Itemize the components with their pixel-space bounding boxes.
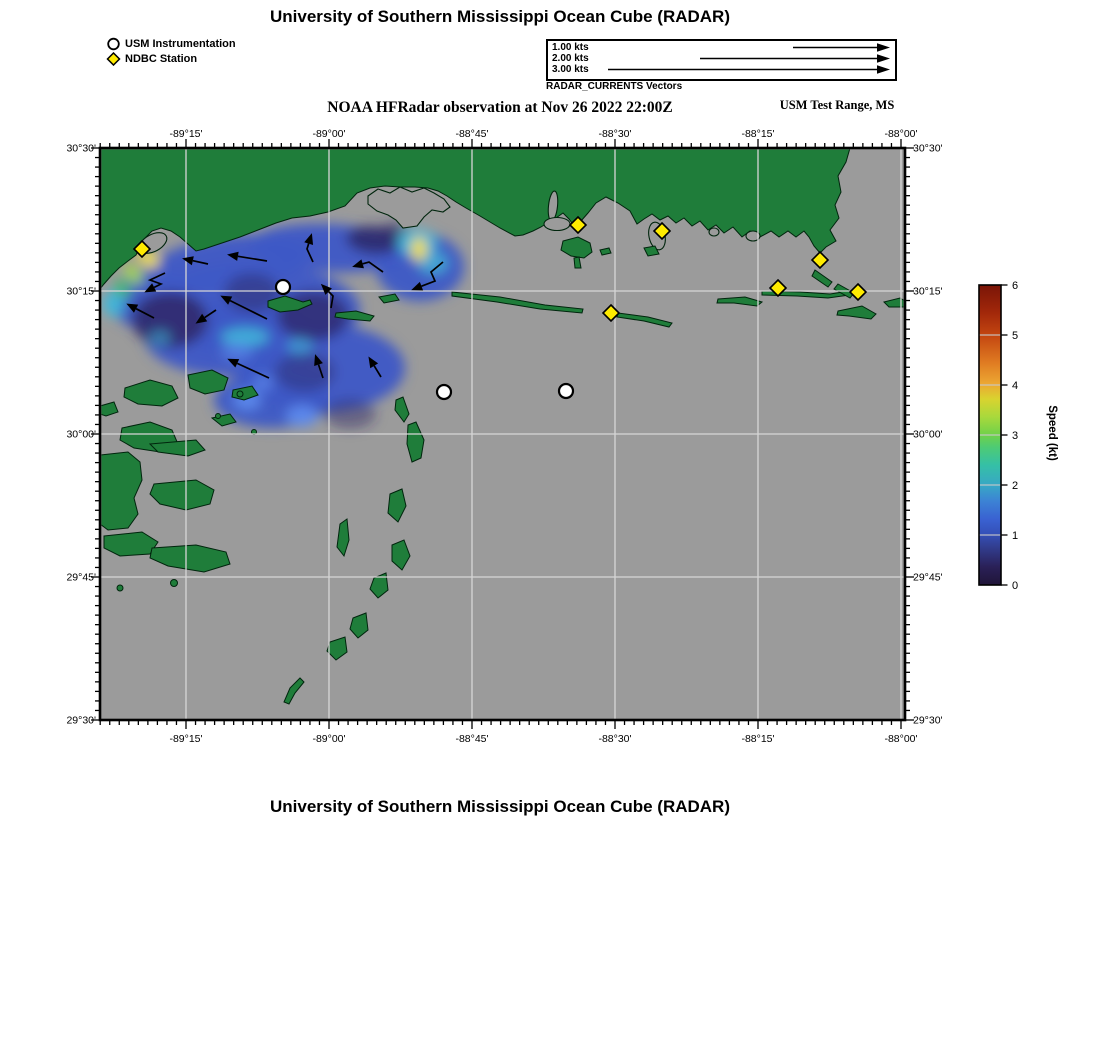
speed-blob bbox=[324, 399, 376, 429]
y-tick-label-left: 30°30' bbox=[66, 142, 96, 155]
y-tick-label-left: 30°15' bbox=[66, 285, 96, 298]
y-tick-label-right: 30°30' bbox=[913, 142, 943, 155]
y-tick-label-left: 30°00' bbox=[66, 428, 96, 441]
y-tick-label-left: 29°45' bbox=[66, 571, 96, 584]
figure-title-top: University of Southern Mississippi Ocean Cube (RADAR) bbox=[269, 7, 730, 26]
speed-blob bbox=[287, 338, 313, 354]
speed-blob bbox=[253, 375, 273, 391]
vector-scale-caption: RADAR_CURRENTS Vectors bbox=[546, 81, 683, 92]
usm-station-marker bbox=[276, 280, 290, 294]
x-tick-label-top: -88°45' bbox=[455, 128, 489, 140]
y-tick-label-left: 29°30' bbox=[66, 714, 96, 727]
speed-blob bbox=[221, 328, 269, 346]
colorbar-tick-label: 4 bbox=[1012, 380, 1019, 392]
scale-arrow-head bbox=[877, 43, 890, 51]
speed-blob bbox=[221, 343, 253, 361]
scale-arrow-head bbox=[877, 65, 890, 73]
region-label: USM Test Range, MS bbox=[779, 98, 895, 112]
colorbar-tick-label: 2 bbox=[1012, 480, 1019, 492]
vector-scale-arrows bbox=[608, 43, 890, 73]
speed-blob bbox=[149, 330, 171, 346]
colorbar-tick-label: 5 bbox=[1012, 330, 1019, 342]
x-tick-label-bottom: -88°30' bbox=[598, 733, 632, 745]
speed-blob bbox=[286, 405, 318, 427]
colorbar bbox=[979, 280, 1058, 592]
usm-station-marker bbox=[437, 385, 451, 399]
x-tick-label-bottom: -89°00' bbox=[312, 733, 346, 745]
y-tick-label-right: 29°45' bbox=[913, 571, 943, 584]
colorbar-tick-label: 6 bbox=[1012, 280, 1019, 292]
observation-subtitle: NOAA HFRadar observation at Nov 26 2022 22:00Z bbox=[327, 99, 673, 116]
vector-scale-label-3: 3.00 kts bbox=[552, 64, 589, 75]
legend-label-ndbc: NDBC Station bbox=[125, 53, 198, 65]
colorbar-tick-label: 3 bbox=[1012, 430, 1019, 442]
vector-scale-label-2: 2.00 kts bbox=[552, 53, 589, 64]
x-tick-label-bottom: -89°15' bbox=[169, 733, 203, 745]
y-tick-label-right: 30°15' bbox=[913, 285, 943, 298]
speed-blob bbox=[411, 237, 427, 261]
colorbar-tick-label: 0 bbox=[1012, 580, 1019, 592]
x-tick-label-bottom: -88°15' bbox=[741, 733, 775, 745]
legend-label-usm: USM Instrumentation bbox=[125, 38, 236, 50]
colorbar-title: Speed (kt) bbox=[1046, 405, 1058, 461]
scale-arrow-head bbox=[877, 54, 890, 62]
y-tick-label-right: 29°30' bbox=[913, 714, 943, 727]
vector-scale-label-1: 1.00 kts bbox=[552, 42, 589, 53]
colorbar-tick-label: 1 bbox=[1012, 530, 1019, 542]
x-tick-label-top: -88°15' bbox=[741, 128, 775, 140]
x-tick-label-bottom: -88°45' bbox=[455, 733, 489, 745]
x-tick-label-top: -89°15' bbox=[169, 128, 203, 140]
y-tick-label-right: 30°00' bbox=[913, 428, 943, 441]
x-tick-label-top: -88°00' bbox=[884, 128, 918, 140]
speed-blob bbox=[275, 352, 335, 392]
x-tick-label-top: -89°00' bbox=[312, 128, 346, 140]
x-tick-label-top: -88°30' bbox=[598, 128, 632, 140]
usm-station-marker bbox=[559, 384, 573, 398]
figure-title-bottom: University of Southern Mississippi Ocean Cube (RADAR) bbox=[269, 797, 730, 816]
x-tick-label-bottom: -88°00' bbox=[884, 733, 918, 745]
